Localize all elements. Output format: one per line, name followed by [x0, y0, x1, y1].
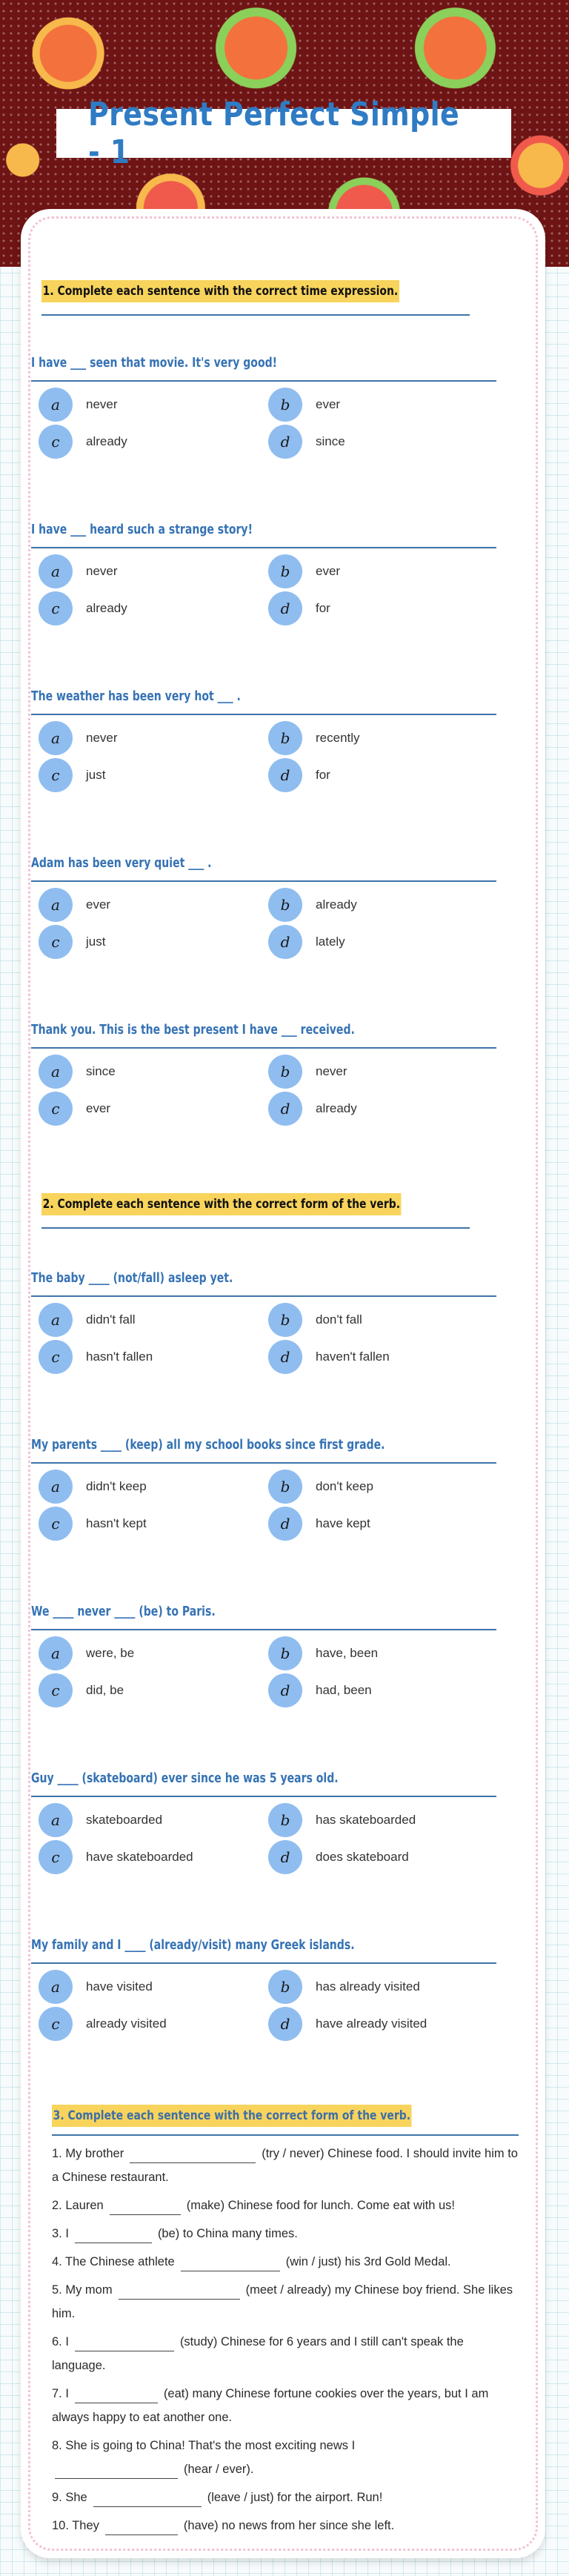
- option-letter-badge: d: [268, 925, 302, 959]
- option-letter-badge: d: [268, 1673, 302, 1707]
- option-b[interactable]: [268, 554, 498, 588]
- option-label: did, be: [86, 1683, 124, 1697]
- option-label: don't fall: [316, 1312, 362, 1327]
- option-letter-badge: a: [39, 1636, 73, 1670]
- option-c[interactable]: [39, 1507, 268, 1541]
- option-c[interactable]: [39, 925, 268, 959]
- option-letter-badge: d: [268, 1840, 302, 1874]
- title-banner: [56, 96, 511, 171]
- question-1-3: [31, 686, 496, 792]
- option-label: has skateboarded: [316, 1813, 416, 1827]
- option-a[interactable]: [39, 888, 268, 922]
- option-c[interactable]: [39, 425, 268, 459]
- question-2-1: [31, 1267, 496, 1374]
- option-d[interactable]: [268, 925, 498, 959]
- option-a[interactable]: [39, 1803, 268, 1837]
- question-2-2: [31, 1434, 496, 1541]
- option-label: already: [316, 1101, 357, 1115]
- section-heading-text: 3. Complete each sentence with the correct form of the verb.: [52, 2105, 412, 2127]
- question-2-3: [31, 1601, 496, 1707]
- option-a[interactable]: [39, 554, 268, 588]
- option-label: never: [316, 1064, 347, 1078]
- option-d[interactable]: [268, 1340, 498, 1374]
- option-d[interactable]: [268, 2007, 498, 2041]
- question-2-5: [31, 1934, 496, 2041]
- option-d[interactable]: [268, 591, 498, 625]
- question-text: Thank you. This is the best present I have ___ received.: [31, 1019, 496, 1049]
- question-text: My parents ____ (keep) all my school books since first grade.: [31, 1434, 496, 1464]
- option-label: since: [86, 1064, 116, 1078]
- option-b[interactable]: [268, 1803, 498, 1837]
- option-c[interactable]: [39, 758, 268, 792]
- option-letter-badge: d: [268, 1340, 302, 1374]
- option-label: have already visited: [316, 2016, 427, 2031]
- option-letter-badge: c: [39, 425, 73, 459]
- fill-item-6: 6. I (study) Chinese for 6 years and I still can't speak the language.: [52, 2335, 464, 2372]
- option-b[interactable]: [268, 1970, 498, 2004]
- section-heading-text: 1. Complete each sentence with the correct time expression.: [41, 280, 399, 302]
- option-label: were, be: [86, 1646, 135, 1660]
- option-letter-badge: b: [268, 1803, 302, 1837]
- option-b[interactable]: [268, 1636, 498, 1670]
- answer-blank[interactable]: [105, 2518, 178, 2535]
- option-label: has already visited: [316, 1979, 420, 1994]
- option-letter-badge: c: [39, 2007, 73, 2041]
- answer-blank[interactable]: [75, 2386, 158, 2403]
- option-letter-badge: b: [268, 1636, 302, 1670]
- option-c[interactable]: [39, 1840, 268, 1874]
- option-a[interactable]: [39, 1055, 268, 1089]
- option-a[interactable]: [39, 388, 268, 422]
- option-label: don't keep: [316, 1479, 373, 1493]
- option-label: since: [316, 434, 345, 448]
- option-a[interactable]: [39, 1970, 268, 2004]
- fill-item-2: 2. Lauren (make) Chinese food for lunch. Come eat with us!: [52, 2194, 519, 2217]
- option-d[interactable]: [268, 425, 498, 459]
- option-b[interactable]: [268, 888, 498, 922]
- option-label: ever: [316, 397, 341, 411]
- fill-item-8: 8. She is going to China! That's the most exciting news I (hear / ever).: [52, 2434, 519, 2481]
- fill-item-10: 10. They (have) no news from her since she left.: [52, 2514, 519, 2537]
- section-heading-2: [41, 1193, 470, 1229]
- option-letter-badge: a: [39, 1055, 73, 1089]
- question-text: The baby ____ (not/fall) asleep yet.: [31, 1267, 496, 1297]
- option-letter-badge: b: [268, 888, 302, 922]
- answer-blank[interactable]: [110, 2198, 181, 2215]
- option-c[interactable]: [39, 591, 268, 625]
- option-label: for: [316, 768, 330, 782]
- question-text: I have ___ heard such a strange story!: [31, 519, 496, 548]
- question-2-4: [31, 1767, 496, 1874]
- option-letter-badge: b: [268, 1055, 302, 1089]
- question-text: Guy ____ (skateboard) ever since he was 5 years old.: [31, 1767, 496, 1797]
- option-letter-badge: d: [268, 2007, 302, 2041]
- fill-item-4: 4. The Chinese athlete (win / just) his 3rd Gold Medal.: [52, 2250, 519, 2274]
- option-label: didn't keep: [86, 1479, 147, 1493]
- option-letter-badge: c: [39, 1092, 73, 1126]
- question-1-4: [31, 852, 496, 959]
- option-letter-badge: b: [268, 388, 302, 422]
- option-label: does skateboard: [316, 1850, 409, 1864]
- option-label: just: [86, 935, 106, 949]
- option-label: never: [86, 397, 118, 411]
- answer-blank[interactable]: [93, 2490, 202, 2507]
- option-letter-badge: d: [268, 591, 302, 625]
- option-letter-badge: c: [39, 758, 73, 792]
- fill-item-7: 7. I (eat) many Chinese fortune cookies over the years, but I am always happy to eat another one.: [52, 2387, 489, 2424]
- option-a[interactable]: [39, 1470, 268, 1504]
- option-letter-badge: d: [268, 1092, 302, 1126]
- answer-blank[interactable]: [181, 2254, 280, 2271]
- option-d[interactable]: [268, 1673, 498, 1707]
- option-c[interactable]: [39, 2007, 268, 2041]
- answer-blank[interactable]: [130, 2146, 256, 2163]
- option-c[interactable]: [39, 1673, 268, 1707]
- option-label: hasn't fallen: [86, 1350, 153, 1364]
- option-label: already: [86, 601, 127, 615]
- option-letter-badge: c: [39, 1507, 73, 1541]
- option-letter-badge: a: [39, 1303, 73, 1337]
- option-letter-badge: c: [39, 1340, 73, 1374]
- option-label: ever: [316, 564, 341, 578]
- question-1-1: [31, 352, 496, 459]
- option-letter-badge: b: [268, 1470, 302, 1504]
- option-b[interactable]: [268, 388, 498, 422]
- option-label: have kept: [316, 1516, 370, 1530]
- option-a[interactable]: [39, 721, 268, 755]
- option-letter-badge: b: [268, 721, 302, 755]
- answer-blank[interactable]: [55, 2462, 178, 2479]
- option-letter-badge: c: [39, 925, 73, 959]
- option-c[interactable]: [39, 1340, 268, 1374]
- answer-blank[interactable]: [75, 2226, 152, 2243]
- option-letter-badge: a: [39, 554, 73, 588]
- option-letter-badge: a: [39, 1803, 73, 1837]
- section-heading-1: [41, 280, 470, 316]
- question-text: I have ___ seen that movie. It's very good!: [31, 352, 496, 382]
- option-label: have skateboarded: [86, 1850, 193, 1864]
- option-b[interactable]: [268, 721, 498, 755]
- option-letter-badge: a: [39, 721, 73, 755]
- question-text: The weather has been very hot ___ .: [31, 686, 496, 715]
- option-letter-badge: c: [39, 1673, 73, 1707]
- option-label: had, been: [316, 1683, 372, 1697]
- option-label: didn't fall: [86, 1312, 136, 1327]
- option-label: skateboarded: [86, 1813, 163, 1827]
- answer-blank[interactable]: [119, 2283, 240, 2300]
- section-heading-3: [52, 2105, 519, 2136]
- option-letter-badge: c: [39, 591, 73, 625]
- fill-item-5: 5. My mom (meet / already) my Chinese boy friend. She likes him.: [52, 2283, 513, 2320]
- option-b[interactable]: [268, 1055, 498, 1089]
- option-d[interactable]: [268, 1840, 498, 1874]
- fill-item-3: 3. I (be) to China many times.: [52, 2222, 519, 2245]
- option-label: ever: [86, 897, 111, 912]
- option-letter-badge: d: [268, 758, 302, 792]
- question-text: My family and I ____ (already/visit) many Greek islands.: [31, 1934, 496, 1964]
- option-letter-badge: a: [39, 888, 73, 922]
- fill-item-9: 9. She (leave / just) for the airport. Run!: [52, 2486, 519, 2509]
- option-b[interactable]: [268, 1303, 498, 1337]
- option-label: hasn't kept: [86, 1516, 147, 1530]
- option-letter-badge: a: [39, 1970, 73, 2004]
- option-label: recently: [316, 731, 360, 745]
- option-letter-badge: a: [39, 388, 73, 422]
- option-label: already: [86, 434, 127, 448]
- option-label: never: [86, 731, 118, 745]
- question-1-2: [31, 519, 496, 625]
- option-d[interactable]: [268, 1092, 498, 1126]
- option-d[interactable]: [268, 758, 498, 792]
- fill-item-1: 1. My brother (try / never) Chinese food. I should invite him to a Chinese restaurant.: [52, 2147, 518, 2184]
- option-label: never: [86, 564, 118, 578]
- option-label: have, been: [316, 1646, 379, 1660]
- option-label: ever: [86, 1101, 111, 1115]
- option-label: for: [316, 601, 330, 615]
- option-label: already visited: [86, 2016, 167, 2031]
- option-a[interactable]: [39, 1636, 268, 1670]
- option-letter-badge: b: [268, 1303, 302, 1337]
- answer-blank[interactable]: [75, 2334, 174, 2351]
- option-letter-badge: b: [268, 554, 302, 588]
- question-1-5: [31, 1019, 496, 1126]
- option-label: lately: [316, 935, 345, 949]
- fill-in-list: [52, 2142, 519, 2542]
- question-text: Adam has been very quiet ___ .: [31, 852, 496, 882]
- option-c[interactable]: [39, 1092, 268, 1126]
- option-letter-badge: b: [268, 1970, 302, 2004]
- option-letter-badge: d: [268, 1507, 302, 1541]
- question-text: We ____ never ____ (be) to Paris.: [31, 1601, 496, 1630]
- option-label: have visited: [86, 1979, 153, 1994]
- option-letter-badge: d: [268, 425, 302, 459]
- option-label: already: [316, 897, 357, 912]
- page-title: Present Perfect Simple - 1: [87, 96, 460, 171]
- option-letter-badge: c: [39, 1840, 73, 1874]
- option-label: just: [86, 768, 106, 782]
- option-a[interactable]: [39, 1303, 268, 1337]
- option-d[interactable]: [268, 1507, 498, 1541]
- option-label: haven't fallen: [316, 1350, 390, 1364]
- option-letter-badge: a: [39, 1470, 73, 1504]
- option-b[interactable]: [268, 1470, 498, 1504]
- section-heading-text: 2. Complete each sentence with the correct form of the verb.: [41, 1193, 402, 1215]
